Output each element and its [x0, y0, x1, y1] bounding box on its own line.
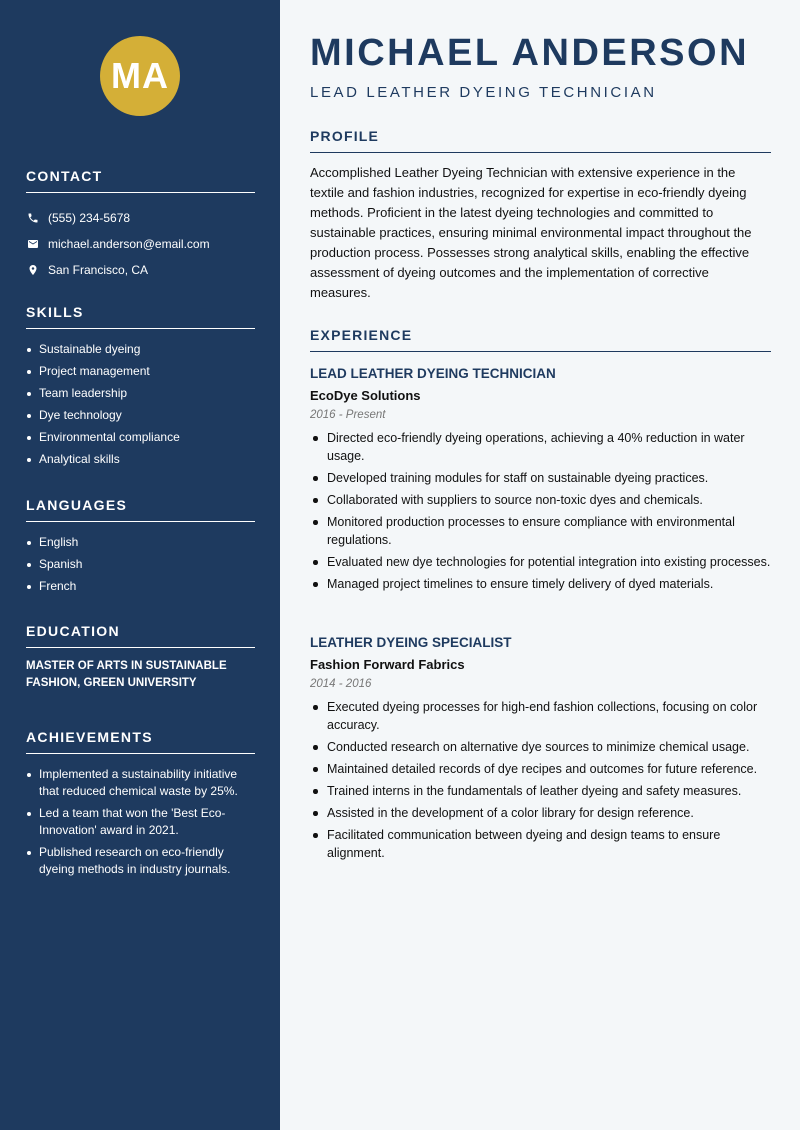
- languages-heading: LANGUAGES: [26, 497, 255, 522]
- skill-item: Project management: [26, 363, 255, 380]
- job-bullet: Executed dyeing processes for high-end fashion collections, focusing on color accuracy.: [310, 698, 771, 734]
- education-heading: EDUCATION: [26, 623, 255, 648]
- language-item: English: [26, 534, 255, 551]
- job-bullet: Developed training modules for staff on sustainable dyeing practices.: [310, 469, 771, 487]
- phone-text: (555) 234-5678: [48, 211, 131, 225]
- achievements-list: [26, 766, 255, 878]
- job-bullet: Trained interns in the fundamentals of leather dyeing and safety measures.: [310, 782, 771, 800]
- contact-section: [26, 168, 255, 283]
- skill-item: Analytical skills: [26, 451, 255, 468]
- job-bullet: Evaluated new dye technologies for potential integration into existing processes.: [310, 553, 771, 571]
- contact-location: [26, 257, 255, 283]
- job-bullet: Conducted research on alternative dye sources to minimize chemical usage.: [310, 738, 771, 756]
- achievement-item: Implemented a sustainability initiative that reduced chemical waste by 25%.: [26, 766, 255, 800]
- avatar-initials: MA: [100, 36, 180, 116]
- job-bullet: Monitored production processes to ensure compliance with environmental regulations.: [310, 513, 771, 549]
- languages-section: [26, 497, 255, 600]
- contact-email: [26, 231, 255, 257]
- location-pin-icon: [26, 264, 39, 277]
- job-bullets: [310, 429, 771, 593]
- achievement-item: Published research on eco-friendly dyeing methods in industry journals.: [26, 844, 255, 878]
- contact-heading: CONTACT: [26, 168, 255, 193]
- education-section: [26, 623, 255, 692]
- job-bullet: Assisted in the development of a color library for design reference.: [310, 804, 771, 822]
- job-title: LEAD LEATHER DYEING TECHNICIAN: [310, 366, 556, 381]
- job-bullet: Collaborated with suppliers to source non-toxic dyes and chemicals.: [310, 491, 771, 509]
- job-entry: [310, 366, 771, 597]
- skills-heading: SKILLS: [26, 304, 255, 329]
- achievement-item: Led a team that won the 'Best Eco-Innovation' award in 2021.: [26, 805, 255, 839]
- job-company: Fashion Forward Fabrics: [310, 657, 465, 672]
- education-degree: MASTER OF ARTS IN SUSTAINABLE FASHION, GREEN UNIVERSITY: [26, 660, 227, 689]
- contact-phone: [26, 205, 255, 231]
- skill-item: Dye technology: [26, 407, 255, 424]
- skill-item: Environmental compliance: [26, 429, 255, 446]
- job-bullet: Directed eco-friendly dyeing operations, achieving a 40% reduction in water usage.: [310, 429, 771, 465]
- experience-heading: EXPERIENCE: [310, 327, 771, 352]
- profile-text: Accomplished Leather Dyeing Technician with extensive experience in the textile and fashion industries, recognized for expertise in eco-friendly dyeing methods. Proficient in the latest dyeing technologies and committed to sustainable practices, ensuring minimal environmental impact throughout the production process. Possesses strong analytical skills, enabling the effective assessment of dyeing outcomes and the implementation of corrective measures.: [310, 165, 752, 300]
- contact-list: [26, 205, 255, 283]
- person-name: MICHAEL ANDERSON: [310, 32, 750, 74]
- job-title: LEATHER DYEING SPECIALIST: [310, 635, 512, 650]
- job-dates: 2016 - Present: [310, 409, 386, 421]
- skills-list: [26, 341, 255, 468]
- sidebar: [0, 0, 280, 1130]
- achievements-section: [26, 729, 255, 883]
- email-text: michael.anderson@email.com: [48, 237, 210, 251]
- job-company: EcoDye Solutions: [310, 388, 421, 403]
- job-bullet: Maintained detailed records of dye recipes and outcomes for future reference.: [310, 760, 771, 778]
- job-bullet: Managed project timelines to ensure timely delivery of dyed materials.: [310, 575, 771, 593]
- language-item: Spanish: [26, 556, 255, 573]
- achievements-heading: ACHIEVEMENTS: [26, 729, 255, 754]
- job-bullets: [310, 698, 771, 862]
- job-bullet: Facilitated communication between dyeing and design teams to ensure alignment.: [310, 826, 771, 862]
- job-dates: 2014 - 2016: [310, 678, 372, 690]
- location-text: San Francisco, CA: [48, 263, 149, 277]
- person-role: LEAD LEATHER DYEING TECHNICIAN: [310, 84, 657, 101]
- skill-item: Sustainable dyeing: [26, 341, 255, 358]
- languages-list: [26, 534, 255, 595]
- phone-icon: [26, 212, 39, 225]
- language-item: French: [26, 578, 255, 595]
- job-entry: [310, 635, 771, 866]
- email-icon: [26, 238, 39, 251]
- skills-section: [26, 304, 255, 473]
- skill-item: Team leadership: [26, 385, 255, 402]
- profile-heading: PROFILE: [310, 128, 771, 153]
